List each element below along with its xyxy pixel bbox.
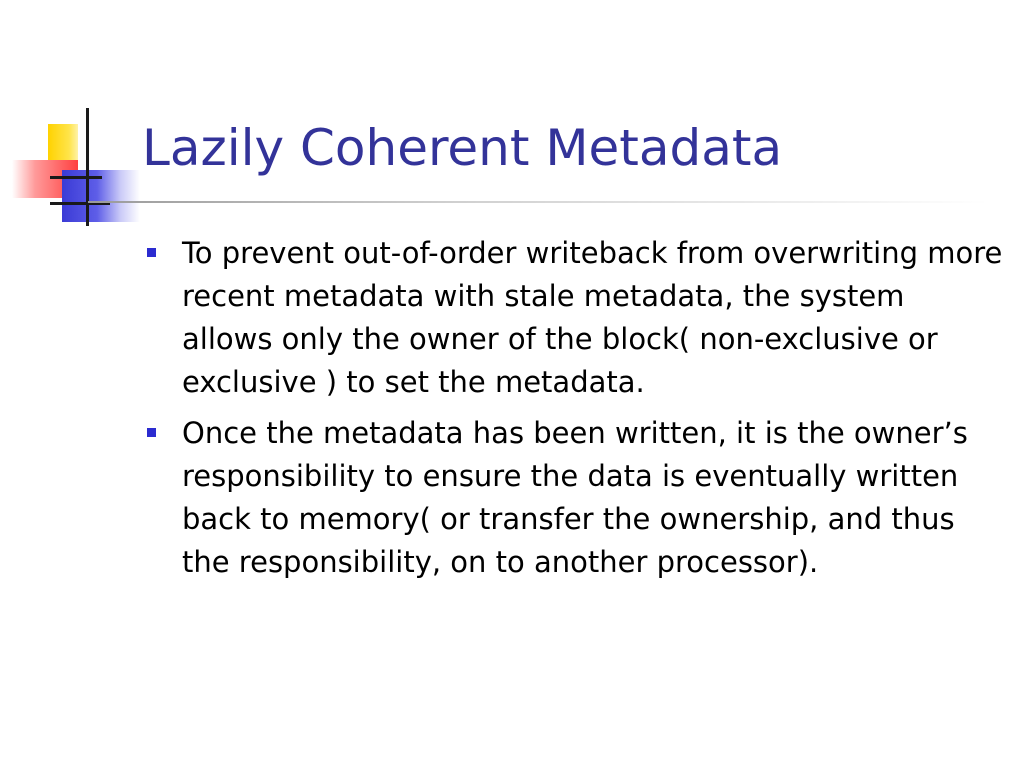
bullet-text: To prevent out-of-order writeback from overwriting more recent metadata with stale metadata, the system allows only the owner of the block( non-exclusive or exclusive ) to set the metadata. — [182, 236, 1003, 399]
vertical-line-decoration — [86, 108, 89, 226]
title-underline — [88, 201, 988, 203]
bullet-text: Once the metadata has been written, it is the owner’s responsibility to ensure the data is eventually written back to memory( or transfer the ownership, and thus the responsibility, on to another processor). — [182, 416, 968, 579]
bullet-item — [144, 412, 1004, 584]
bullet-item — [144, 232, 1004, 404]
horizontal-line-decoration — [50, 176, 102, 179]
square-bullet-icon — [147, 428, 156, 437]
bullet-list — [144, 232, 1004, 592]
square-bullet-icon — [147, 248, 156, 257]
slide-title: Lazily Coherent Metadata — [142, 119, 783, 177]
